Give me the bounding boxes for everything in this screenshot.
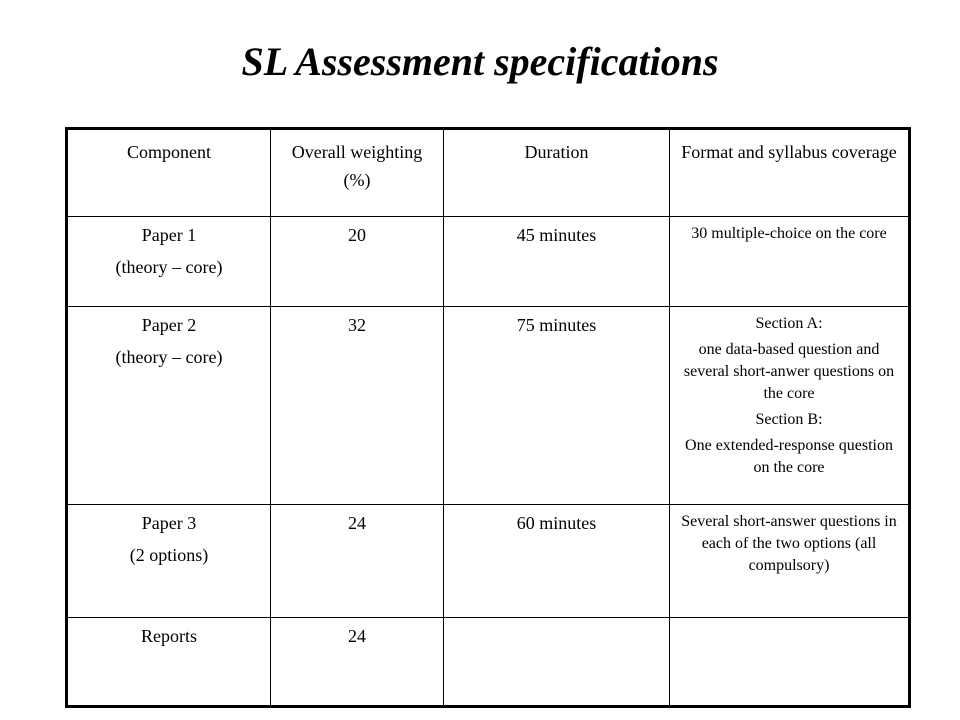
header-duration: Duration bbox=[444, 129, 670, 217]
row-component bbox=[67, 618, 271, 707]
row-component bbox=[67, 217, 271, 307]
component-detail: (2 options) bbox=[129, 545, 209, 565]
component-detail: (theory – core) bbox=[115, 347, 223, 367]
header-weighting: Overall weighting (%) bbox=[271, 129, 444, 217]
row-duration bbox=[444, 618, 670, 707]
assessment-table bbox=[65, 127, 911, 708]
header-format: Format and syllabus coverage bbox=[670, 129, 910, 217]
table-row bbox=[67, 505, 910, 618]
format-line: Section A: bbox=[755, 315, 823, 332]
row-format bbox=[670, 618, 910, 707]
row-component bbox=[67, 505, 271, 618]
row-duration: 75 minutes bbox=[444, 307, 670, 505]
table-row bbox=[67, 307, 910, 505]
row-duration: 45 minutes bbox=[444, 217, 670, 307]
row-format bbox=[670, 217, 910, 307]
format-line: One extended-response question on the core bbox=[685, 437, 893, 476]
row-component bbox=[67, 307, 271, 505]
format-line: 30 multiple-choice on the core bbox=[691, 225, 887, 242]
row-weighting: 20 bbox=[271, 217, 444, 307]
component-name: Paper 2 bbox=[141, 315, 197, 335]
component-name: Paper 3 bbox=[141, 513, 197, 533]
table-row bbox=[67, 618, 910, 707]
format-line: Several short-answer questions in each of the two options (all compulsory) bbox=[681, 513, 897, 574]
row-duration: 60 minutes bbox=[444, 505, 670, 618]
page-title: SL Assessment specifications bbox=[241, 39, 719, 84]
row-format bbox=[670, 307, 910, 505]
format-line: one data-based question and several short-anwer questions on the core bbox=[683, 341, 895, 402]
row-weighting: 24 bbox=[271, 505, 444, 618]
table-header-row bbox=[67, 129, 910, 217]
format-line: Section B: bbox=[755, 411, 823, 428]
component-name: Reports bbox=[141, 626, 197, 646]
header-component: Component bbox=[67, 129, 271, 217]
row-weighting: 24 bbox=[271, 618, 444, 707]
row-weighting: 32 bbox=[271, 307, 444, 505]
component-name: Paper 1 bbox=[141, 225, 197, 245]
row-format bbox=[670, 505, 910, 618]
table-row bbox=[67, 217, 910, 307]
component-detail: (theory – core) bbox=[115, 257, 223, 277]
